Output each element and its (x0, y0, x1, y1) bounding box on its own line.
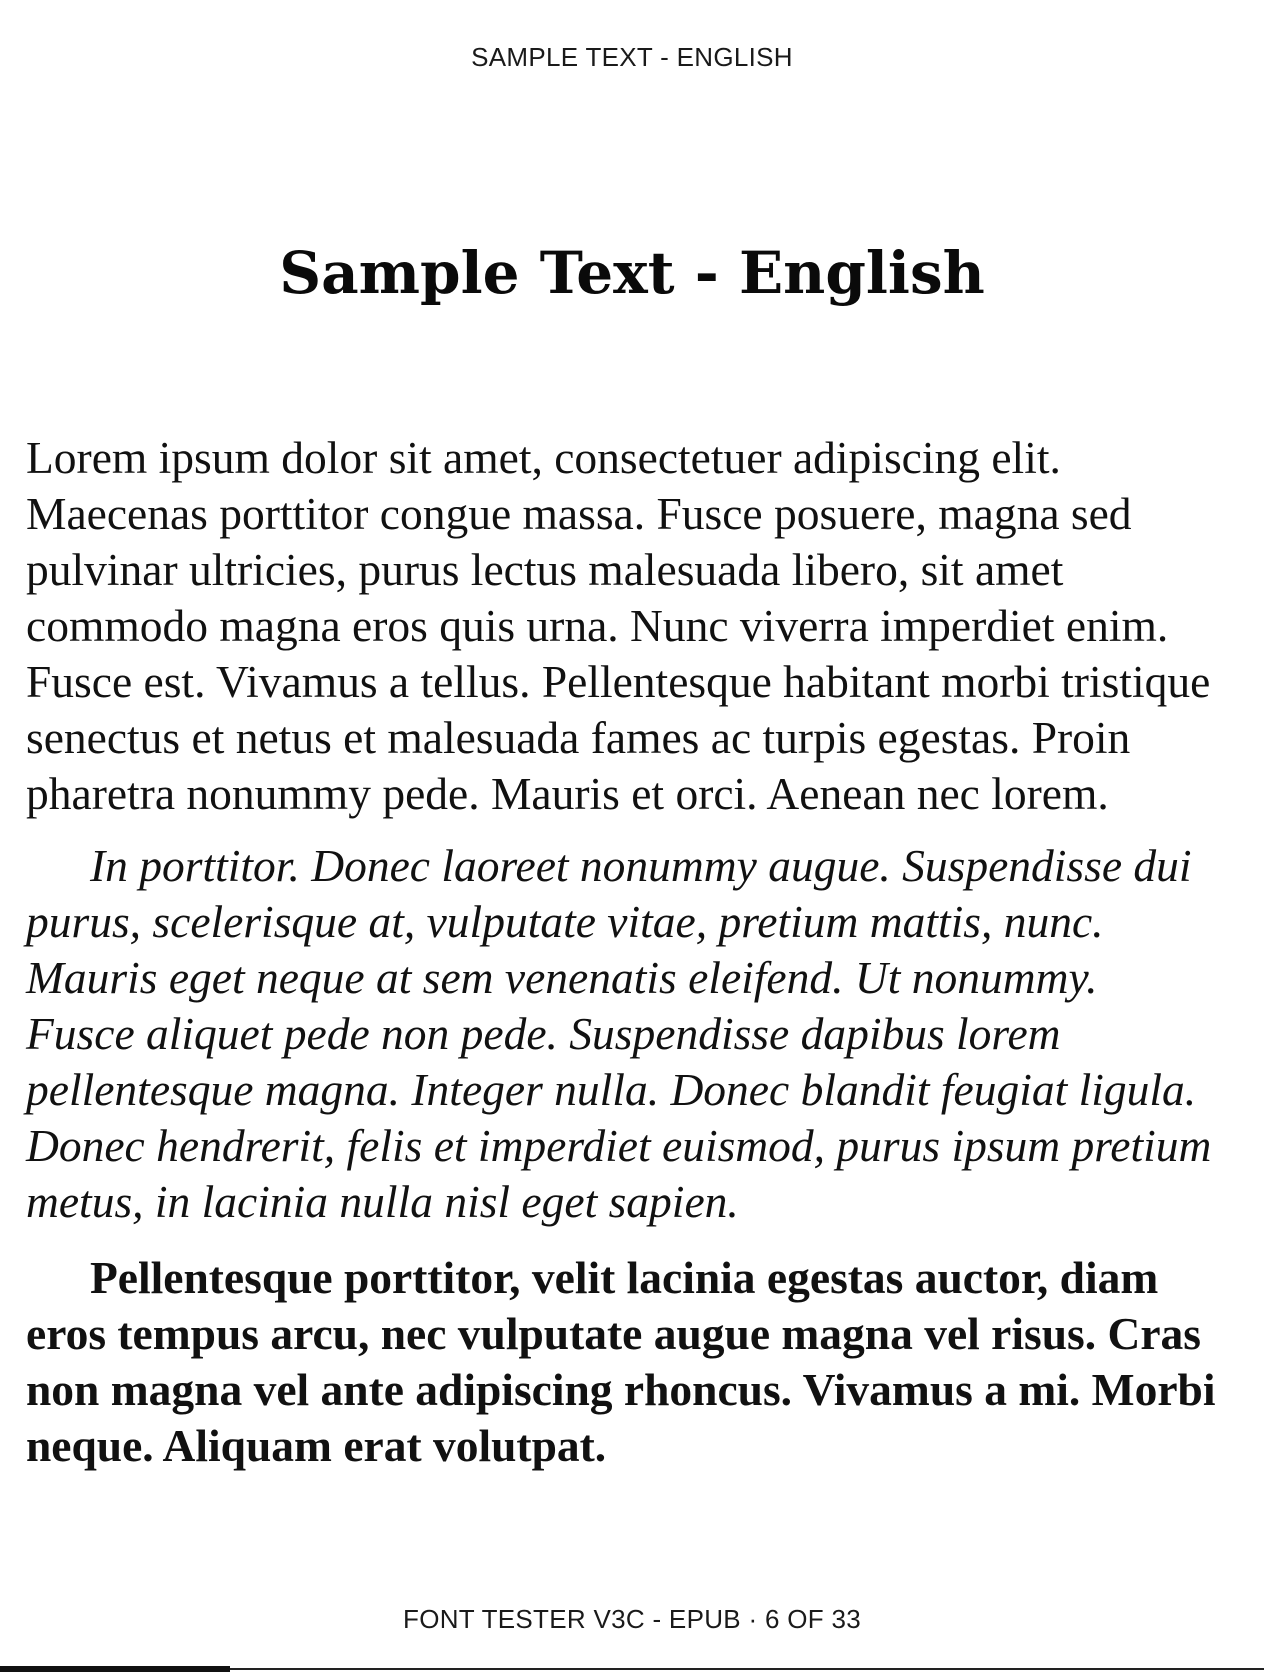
running-footer-page-indicator: FONT TESTER V3C - EPUB · 6 OF 33 (403, 1604, 861, 1634)
chapter-body (26, 430, 1216, 1474)
running-header-title: SAMPLE TEXT - ENGLISH (471, 42, 793, 72)
chapter-title: Sample Text - English (279, 239, 985, 307)
reading-progress-fill (0, 1666, 230, 1672)
paragraph-regular: Lorem ipsum dolor sit amet, consectetuer adipiscing elit. Maecenas porttitor congue massa. Fusce posuere, magna sed pulvinar ultricies, purus lectus malesuada libero, sit amet commodo magna eros quis urna. Nunc viverra imperdiet enim. Fusce est. Vivamus a tellus. Pellentesque habitant morbi tristique senectus et netus et malesuada fames ac turpis egestas. Proin pharetra nonummy pede. Mauris et orci. Aenean nec lorem. (26, 432, 1211, 819)
paragraph-bold: Pellentesque porttitor, velit lacinia egestas auctor, diam eros tempus arcu, nec vulputate augue magna vel risus. Cras non magna vel ante adipiscing rhoncus. Vivamus a mi. Morbi neque. Aliquam erat volutpat. (26, 1252, 1216, 1471)
paragraph-italic: In porttitor. Donec laoreet nonummy augue. Suspendisse dui purus, scelerisque at, vulputate vitae, pretium mattis, nunc. Mauris eget neque at sem venenatis eleifend. Ut nonummy. Fusce aliquet pede non pede. Suspendisse dapibus lorem pellentesque magna. Integer nulla. Donec blandit feugiat ligula. Donec hendrerit, felis et imperdiet euismod, purus ipsum pretium metus, in lacinia nulla nisl eget sapien. (26, 840, 1212, 1227)
